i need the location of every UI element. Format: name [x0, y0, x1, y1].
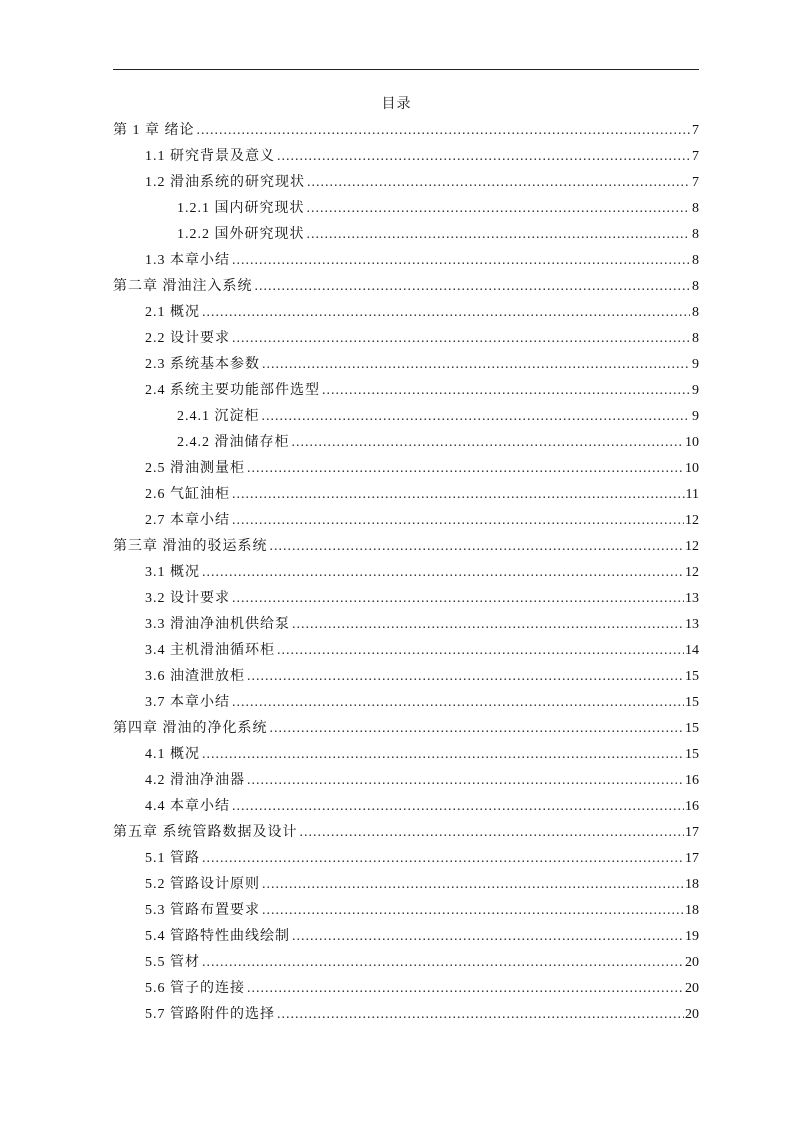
dot-leader — [202, 300, 690, 326]
toc-entry-label: 第五章 系统管路数据及设计 — [113, 825, 298, 840]
dot-leader — [232, 326, 690, 352]
dot-leader — [202, 950, 684, 976]
dot-leader — [202, 846, 684, 872]
dot-leader — [300, 820, 685, 846]
toc-entry-label: 4.4 本章小结 — [145, 799, 230, 814]
toc-entry-label: 3.3 滑油净油机供给泵 — [145, 617, 290, 632]
toc-entry-page-number: 20 — [685, 1007, 699, 1022]
dot-leader — [232, 690, 684, 716]
toc-entry-label: 3.1 概况 — [145, 565, 200, 580]
toc-entry[interactable] — [113, 404, 699, 430]
toc-entry-label: 5.2 管路设计原则 — [145, 877, 260, 892]
dot-leader — [270, 534, 685, 560]
toc-entry-label: 第二章 滑油注入系统 — [113, 279, 253, 294]
dot-leader — [262, 404, 691, 430]
toc-entry-label: 2.2 设计要求 — [145, 331, 230, 346]
toc-entry-page-number: 18 — [685, 877, 699, 892]
dot-leader — [277, 1002, 684, 1028]
toc-entry-page-number: 20 — [685, 981, 699, 996]
toc-entry-page-number: 8 — [692, 331, 699, 346]
toc-entry-label: 5.7 管路附件的选择 — [145, 1007, 275, 1022]
toc-entry-label: 1.2 滑油系统的研究现状 — [145, 175, 305, 190]
toc-entry-page-number: 8 — [692, 227, 699, 242]
dot-leader — [232, 248, 690, 274]
dot-leader — [270, 716, 685, 742]
toc-entry[interactable] — [113, 560, 699, 586]
toc-entry-page-number: 16 — [685, 799, 699, 814]
toc-entry-page-number: 15 — [685, 721, 699, 736]
dot-leader — [322, 378, 690, 404]
toc-entry[interactable] — [113, 482, 699, 508]
dot-leader — [232, 586, 684, 612]
toc-entry-page-number: 17 — [685, 851, 699, 866]
dot-leader — [247, 664, 684, 690]
toc-entry[interactable] — [113, 300, 699, 326]
toc-entry-label: 3.2 设计要求 — [145, 591, 230, 606]
dot-leader — [292, 612, 684, 638]
toc-entry-label: 第三章 滑油的驳运系统 — [113, 539, 268, 554]
toc-entry-page-number: 12 — [685, 565, 699, 580]
toc-entry-page-number: 8 — [692, 201, 699, 216]
toc-entry-label: 4.1 概况 — [145, 747, 200, 762]
toc-entry-label: 5.4 管路特性曲线绘制 — [145, 929, 290, 944]
toc-entry-label: 1.2.1 国内研究现状 — [177, 201, 305, 216]
toc-entry-page-number: 10 — [685, 435, 699, 450]
dot-leader — [262, 872, 684, 898]
toc-entry[interactable] — [113, 794, 699, 820]
toc-entry[interactable] — [113, 846, 699, 872]
toc-entry[interactable] — [113, 950, 699, 976]
toc-entry[interactable] — [113, 976, 699, 1002]
toc-entry-label: 2.1 概况 — [145, 305, 200, 320]
toc-entry-page-number: 13 — [685, 591, 699, 606]
toc-entry[interactable] — [113, 508, 699, 534]
toc-entry[interactable] — [113, 534, 699, 560]
dot-leader — [307, 196, 691, 222]
toc-entry-page-number: 17 — [685, 825, 699, 840]
toc-entry[interactable] — [113, 768, 699, 794]
dot-leader — [255, 274, 691, 300]
toc-entry[interactable] — [113, 820, 699, 846]
toc-entry-page-number: 13 — [685, 617, 699, 632]
toc-entry-page-number: 12 — [685, 539, 699, 554]
toc-entry-page-number: 11 — [685, 487, 699, 502]
dot-leader — [307, 222, 691, 248]
dot-leader — [292, 924, 684, 950]
toc-entry-label: 4.2 滑油净油器 — [145, 773, 245, 788]
toc-entry-page-number: 16 — [685, 773, 699, 788]
toc-entry-page-number: 19 — [685, 929, 699, 944]
dot-leader — [262, 352, 690, 378]
toc-entry-page-number: 8 — [692, 279, 699, 294]
toc-entry-page-number: 9 — [692, 357, 699, 372]
toc-entry-page-number: 7 — [692, 149, 699, 164]
toc-entry-label: 2.4.2 滑油储存柜 — [177, 435, 290, 450]
toc-entry[interactable] — [113, 872, 699, 898]
toc-entry[interactable] — [113, 170, 699, 196]
toc-entry-label: 5.3 管路布置要求 — [145, 903, 260, 918]
toc-entry[interactable] — [113, 118, 699, 144]
toc-entry-label: 1.2.2 国外研究现状 — [177, 227, 305, 242]
dot-leader — [277, 144, 690, 170]
toc-entry[interactable] — [113, 716, 699, 742]
toc-entry[interactable] — [113, 430, 699, 456]
toc-entry[interactable] — [113, 248, 699, 274]
toc-entry[interactable] — [113, 326, 699, 352]
toc-entry-label: 2.4 系统主要功能部件选型 — [145, 383, 320, 398]
toc-entry-page-number: 18 — [685, 903, 699, 918]
dot-leader — [202, 742, 684, 768]
toc-entry-label: 5.6 管子的连接 — [145, 981, 245, 996]
dot-leader — [247, 456, 684, 482]
toc-entry-label: 第四章 滑油的净化系统 — [113, 721, 268, 736]
dot-leader — [277, 638, 684, 664]
toc-entry[interactable] — [113, 274, 699, 300]
toc-entry-label: 3.4 主机滑油循环柜 — [145, 643, 275, 658]
toc-entry[interactable] — [113, 664, 699, 690]
toc-entry-label: 2.5 滑油测量柜 — [145, 461, 245, 476]
dot-leader — [232, 482, 685, 508]
toc-title: 目录 — [381, 97, 412, 112]
toc-entry-page-number: 7 — [692, 175, 699, 190]
toc-entry-page-number: 8 — [692, 305, 699, 320]
toc-entry-page-number: 15 — [685, 747, 699, 762]
dot-leader — [197, 118, 691, 144]
toc-entry[interactable] — [113, 1002, 699, 1028]
toc-entry-label: 5.5 管材 — [145, 955, 200, 970]
dot-leader — [202, 560, 684, 586]
dot-leader — [232, 508, 684, 534]
toc-entry[interactable] — [113, 222, 699, 248]
toc-entry[interactable] — [113, 638, 699, 664]
toc-entry-label: 2.4.1 沉淀柜 — [177, 409, 260, 424]
toc-entry-label: 3.7 本章小结 — [145, 695, 230, 710]
toc-entry-page-number: 15 — [685, 669, 699, 684]
header-rule — [113, 69, 699, 70]
dot-leader — [247, 976, 684, 1002]
dot-leader — [292, 430, 685, 456]
toc-entry-page-number: 10 — [685, 461, 699, 476]
toc-entry[interactable] — [113, 352, 699, 378]
toc-entry[interactable] — [113, 586, 699, 612]
dot-leader — [247, 768, 684, 794]
toc-list — [113, 118, 699, 1028]
toc-entry[interactable] — [113, 924, 699, 950]
toc-entry-label: 2.7 本章小结 — [145, 513, 230, 528]
dot-leader — [262, 898, 684, 924]
toc-entry-label: 5.1 管路 — [145, 851, 200, 866]
toc-entry[interactable] — [113, 898, 699, 924]
toc-entry-page-number: 8 — [692, 253, 699, 268]
toc-entry-page-number: 12 — [685, 513, 699, 528]
toc-entry-page-number: 9 — [692, 409, 699, 424]
toc-entry-label: 2.3 系统基本参数 — [145, 357, 260, 372]
toc-entry-label: 1.3 本章小结 — [145, 253, 230, 268]
toc-entry-page-number: 20 — [685, 955, 699, 970]
toc-entry-label: 2.6 气缸油柜 — [145, 487, 230, 502]
toc-entry-label: 3.6 油渣泄放柜 — [145, 669, 245, 684]
toc-entry[interactable] — [113, 690, 699, 716]
toc-entry-page-number: 15 — [685, 695, 699, 710]
toc-entry-page-number: 9 — [692, 383, 699, 398]
dot-leader — [232, 794, 684, 820]
dot-leader — [307, 170, 690, 196]
toc-entry[interactable] — [113, 196, 699, 222]
toc-entry[interactable] — [113, 456, 699, 482]
toc-entry-page-number: 14 — [685, 643, 699, 658]
toc-entry-label: 1.1 研究背景及意义 — [145, 149, 275, 164]
toc-entry[interactable] — [113, 742, 699, 768]
toc-entry-label: 第 1 章 绪论 — [113, 123, 195, 138]
toc-entry-page-number: 7 — [692, 123, 699, 138]
toc-entry[interactable] — [113, 612, 699, 638]
toc-entry[interactable] — [113, 378, 699, 404]
toc-entry[interactable] — [113, 144, 699, 170]
